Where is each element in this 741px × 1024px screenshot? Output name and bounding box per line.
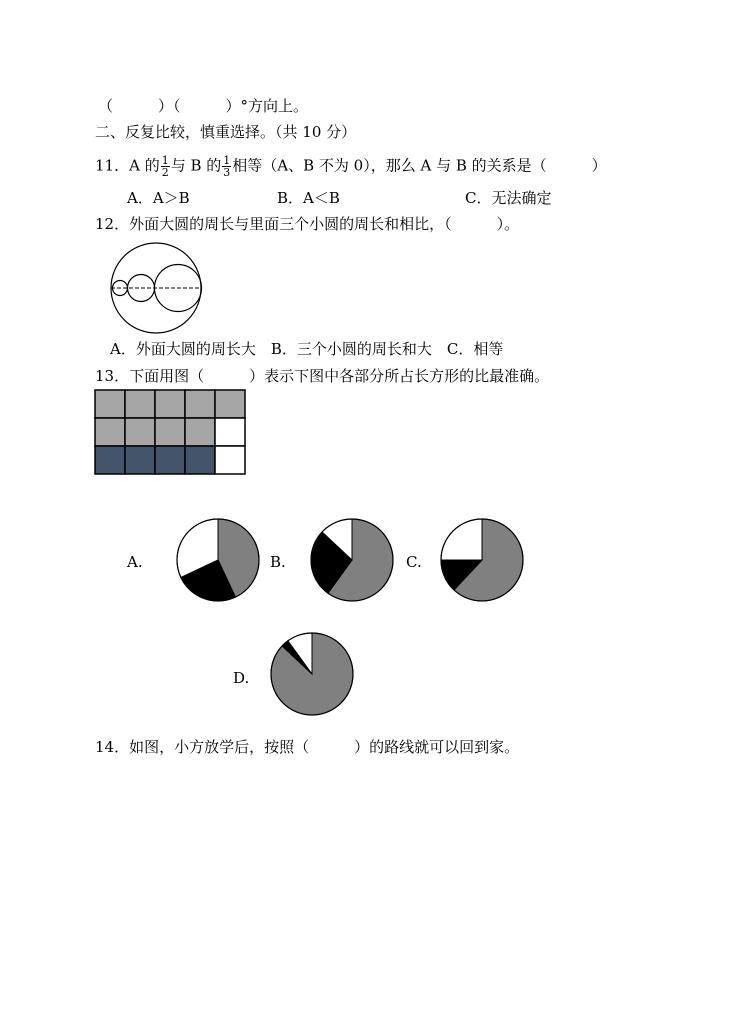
grid-cell-gray: [125, 390, 155, 418]
pie-label-b: B.: [270, 553, 286, 571]
q11-suffix: 相等（A、B 不为 0），那么 A 与 B 的关系是（ ）: [232, 156, 607, 175]
grid-cell-white: [215, 418, 245, 446]
q11-frac1-num: 1: [161, 154, 169, 167]
pie-chart-a: [175, 517, 261, 603]
q11-option-c: C．无法确定: [465, 189, 552, 207]
grid-cell-gray: [95, 418, 125, 446]
grid-cell-dark: [125, 446, 155, 474]
pie-label-d: D.: [233, 669, 250, 687]
q12-stem: 12．外面大圆的周长与里面三个小圆的周长和相比，（ ）。: [95, 215, 520, 233]
q11-frac2-num: 1: [223, 154, 231, 167]
q11-frac2-den: 3: [223, 166, 231, 179]
grid-cell-dark: [95, 446, 125, 474]
q11-fraction-2: [222, 155, 231, 178]
pie-label-c: C.: [406, 553, 422, 571]
q11-mid: 与 B 的: [170, 156, 222, 175]
q12-circles-diagram: [110, 242, 206, 334]
pie-chart-b: [309, 517, 395, 603]
grid-cell-gray: [95, 390, 125, 418]
q13-stem: 13．下面用图（ ）表示下图中各部分所占长方形的比最准确。: [95, 367, 550, 385]
grid-cell-gray: [185, 418, 215, 446]
q11-option-b: B．A＜B: [277, 189, 340, 207]
top-line: （ ）（ ）°方向上。: [98, 97, 309, 115]
grid-cell-gray: [125, 418, 155, 446]
q11-frac1-den: 2: [161, 166, 169, 179]
grid-cell-white: [215, 446, 245, 474]
q14-stem: 14．如图，小方放学后，按照（ ）的路线就可以回到家。: [95, 738, 520, 756]
q11-prefix: 11．A 的: [95, 156, 160, 175]
grid-cell-gray: [155, 418, 185, 446]
grid-cell-dark: [185, 446, 215, 474]
pie-chart-c: [439, 517, 525, 603]
q13-rectangle-grid: [95, 390, 245, 474]
q12-options: A．外面大圆的周长大 B．三个小圆的周长和大 C．相等: [110, 340, 504, 358]
section2-title: 二、反复比较，慎重选择。（共 10 分）: [95, 123, 357, 141]
pie-chart-d: [269, 631, 355, 717]
grid-cell-gray: [215, 390, 245, 418]
grid-cell-gray: [185, 390, 215, 418]
q11-option-a: A．A＞B: [127, 189, 190, 207]
q11-fraction-1: [161, 155, 170, 178]
grid-cell-dark: [155, 446, 185, 474]
pie-label-a: A.: [127, 553, 143, 571]
q11-stem: [95, 155, 607, 178]
grid-cell-gray: [155, 390, 185, 418]
